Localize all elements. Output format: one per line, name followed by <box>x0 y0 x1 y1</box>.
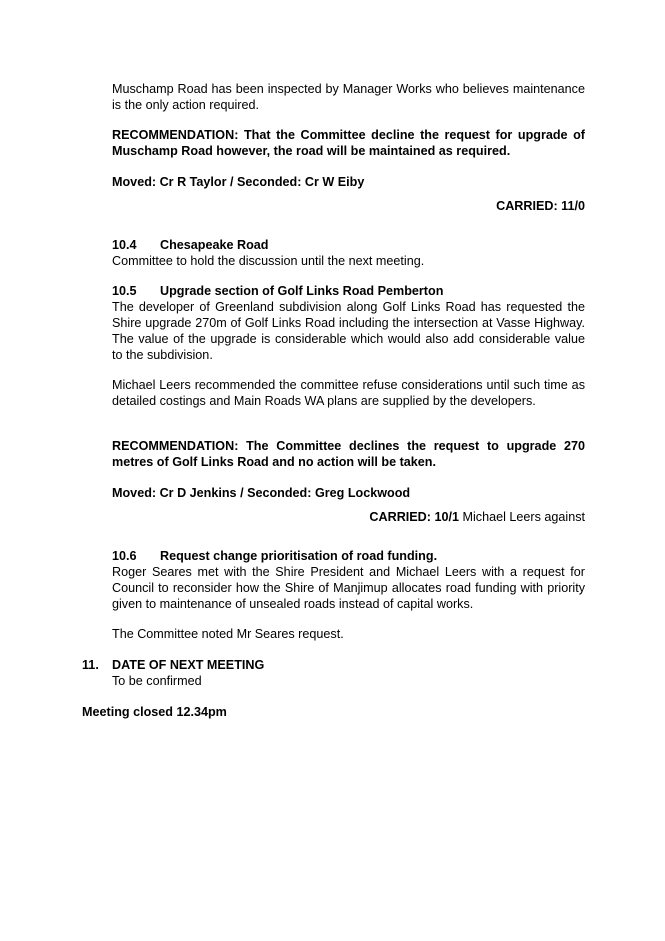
section-10-5-title: Upgrade section of Golf Links Road Pemberton <box>160 284 444 298</box>
section-10-6-text-1: Roger Seares met with the Shire President and Michael Leers with a request for Council to reconsider how the Shire of Manjimup allocates road funding with priority given to maintenance of unsealed roads instead of capital works. <box>112 565 585 611</box>
carried-2-vote: CARRIED: 10/1 <box>369 510 459 524</box>
section-10-6-heading <box>112 548 585 564</box>
section-10-5-heading <box>112 283 585 299</box>
intro-paragraph: Muschamp Road has been inspected by Manager Works who believes maintenance is the only action required. <box>112 82 585 112</box>
moved-1: Moved: Cr R Taylor / Seconded: Cr W Eiby <box>112 175 365 189</box>
carried-2-note: Michael Leers against <box>458 510 585 524</box>
section-10-6-text-2: The Committee noted Mr Seares request. <box>112 627 344 641</box>
section-11-text: To be confirmed <box>112 674 202 688</box>
section-10-4-title: Chesapeake Road <box>160 238 269 252</box>
section-10-6-number: 10.6 <box>112 549 137 563</box>
recommendation-2: RECOMMENDATION: The Committee declines the request to upgrade 270 metres of Golf Links Road and no action will be taken. <box>112 439 585 469</box>
section-11-title: DATE OF NEXT MEETING <box>112 658 265 672</box>
carried-1: CARRIED: 11/0 <box>496 199 585 213</box>
section-10-4-number: 10.4 <box>112 238 137 252</box>
recommendation-1: RECOMMENDATION: That the Committee decline the request for upgrade of Muschamp Road however, the road will be maintained as required. <box>112 128 585 158</box>
section-10-5-text-1: The developer of Greenland subdivision along Golf Links Road has requested the Shire upgrade 270m of Golf Links Road including the intersection at Vasse Highway. The value of the upgrade is considerable which would also add considerable value to the subdivision. <box>112 300 585 362</box>
meeting-closed: Meeting closed 12.34pm <box>82 705 227 719</box>
section-11-number: 11. <box>82 658 99 672</box>
section-10-5-number: 10.5 <box>112 284 137 298</box>
section-10-4-text: Committee to hold the discussion until the next meeting. <box>112 254 425 268</box>
section-10-4-heading <box>112 237 585 253</box>
section-10-6-title: Request change prioritisation of road funding. <box>160 549 438 563</box>
section-10-5-text-2: Michael Leers recommended the committee refuse considerations until such time as detailed costings and Main Roads WA plans are supplied by the developers. <box>112 378 585 408</box>
moved-2: Moved: Cr D Jenkins / Seconded: Greg Lockwood <box>112 486 411 500</box>
carried-2 <box>112 509 585 525</box>
